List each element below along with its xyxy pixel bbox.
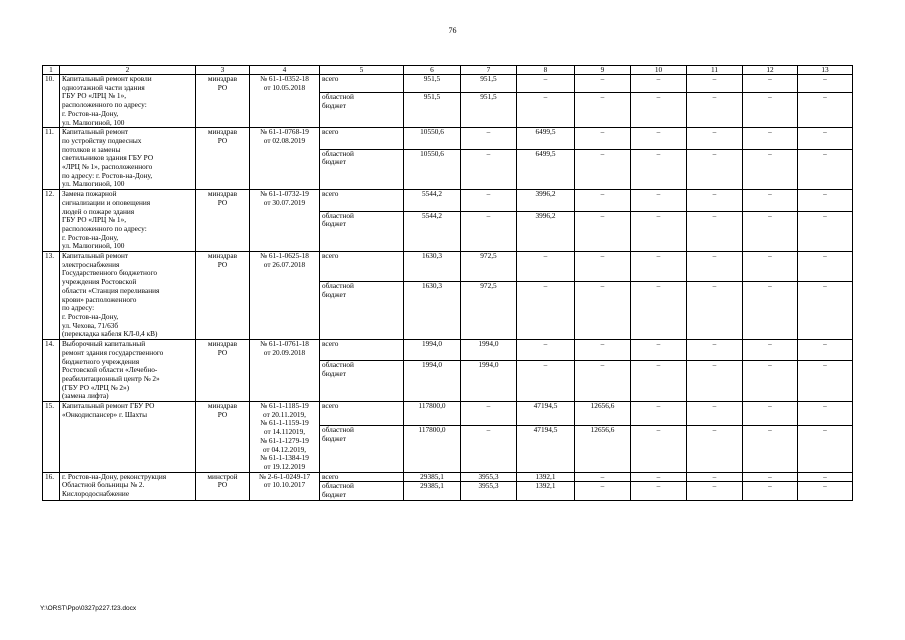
value-cell: 972,5 <box>461 252 517 282</box>
value-cell: – <box>631 426 687 472</box>
funding-source-line: бюджет <box>322 490 346 500</box>
funding-source-cell <box>320 402 404 426</box>
agency-cell <box>196 128 250 190</box>
funding-source-line: бюджет <box>322 101 346 111</box>
value-cell: – <box>631 282 687 340</box>
value-cell: – <box>575 190 631 211</box>
object-name-line: Ростовской области «Лечебно- <box>62 365 158 375</box>
value-cell: – <box>461 128 517 149</box>
value-cell: – <box>575 472 631 482</box>
agency-line: РО <box>217 135 228 145</box>
document-cell <box>250 190 320 252</box>
page-number: 76 <box>448 26 457 35</box>
value-cell: 3996,2 <box>517 211 575 252</box>
agency-line: РО <box>217 480 228 490</box>
value-cell: – <box>687 361 743 402</box>
value-cell: – <box>743 340 798 361</box>
object-name-line: по устройству подвесных <box>62 135 142 145</box>
object-name-line: Государственного бюджетного <box>62 268 158 278</box>
value-cell: – <box>743 190 798 211</box>
value-cell: – <box>798 128 853 149</box>
value-cell: – <box>461 211 517 252</box>
value-cell: – <box>517 75 575 93</box>
funding-source-cell <box>320 426 404 472</box>
value-cell: – <box>743 252 798 282</box>
object-name-cell <box>60 190 196 252</box>
value-cell: – <box>798 340 853 361</box>
object-name-line: ул. Малюгиной, 100 <box>62 241 125 251</box>
agency-line: минздрав <box>207 127 238 137</box>
file-path-footer: Y:\ORST\Ppo\0327p227.f23.docx <box>40 605 137 612</box>
object-name-line: Замена пожарной <box>62 189 117 199</box>
object-name-line: учреждения Ростовской <box>62 277 137 287</box>
value-cell: 1994,0 <box>404 361 461 402</box>
value-cell: – <box>743 472 798 482</box>
value-cell: 951,5 <box>404 93 461 128</box>
value-cell: – <box>743 211 798 252</box>
value-cell: – <box>687 149 743 190</box>
object-name-line: ул. Малюгиной, 100 <box>62 117 125 127</box>
value-cell: 1994,0 <box>461 361 517 402</box>
agency-line: РО <box>217 259 228 269</box>
object-name-line: г. Ростов-на-Дону, <box>62 108 119 118</box>
value-cell: – <box>743 402 798 426</box>
value-cell: 10550,6 <box>404 149 461 190</box>
value-cell: – <box>687 93 743 128</box>
funding-source-cell <box>320 128 404 149</box>
agency-line: минздрав <box>207 189 238 199</box>
document-line: № 61-1-1159-19 <box>260 418 309 428</box>
value-cell: 951,5 <box>404 75 461 93</box>
funding-source-line: бюджет <box>322 219 346 229</box>
value-cell: 3955,3 <box>461 472 517 482</box>
document-line: от 26.07.2018 <box>263 259 306 269</box>
object-name-line: «Онкодиспансер» г. Шахты <box>62 409 148 419</box>
value-cell: 1392,1 <box>517 482 575 500</box>
value-cell: 3955,3 <box>461 482 517 500</box>
agency-cell <box>196 340 250 402</box>
value-cell: – <box>687 402 743 426</box>
value-cell: – <box>798 482 853 500</box>
document-line: № 61-1-0732-19 <box>260 189 309 199</box>
value-cell: – <box>743 75 798 93</box>
value-cell: – <box>461 149 517 190</box>
value-cell: – <box>631 93 687 128</box>
document-line: № 61-1-1185-19 <box>260 401 309 411</box>
table-row <box>43 340 853 361</box>
object-name-line: области «Станция переливания <box>62 285 160 295</box>
column-header: 1 <box>43 66 60 75</box>
funding-source-line: всего <box>322 127 339 137</box>
value-cell: 47194,5 <box>517 402 575 426</box>
value-cell: – <box>798 190 853 211</box>
value-cell: – <box>798 361 853 402</box>
document-cell <box>250 128 320 190</box>
value-cell: – <box>461 426 517 472</box>
value-cell: – <box>687 128 743 149</box>
value-cell: 6499,5 <box>517 128 575 149</box>
document-line: от 10.05.2018 <box>263 82 306 92</box>
table-row <box>43 128 853 149</box>
funding-source-cell <box>320 361 404 402</box>
value-cell: 1630,3 <box>404 282 461 340</box>
row-number: 10. <box>43 75 60 128</box>
value-cell: – <box>575 211 631 252</box>
object-name-line: Капитальный ремонт <box>62 251 129 261</box>
document-cell <box>250 472 320 500</box>
document-line: от 10.10.2017 <box>263 480 306 490</box>
funding-source-line: всего <box>322 401 339 411</box>
value-cell: 10550,6 <box>404 128 461 149</box>
value-cell: – <box>798 75 853 93</box>
value-cell: – <box>517 252 575 282</box>
value-cell: – <box>461 190 517 211</box>
object-name-line: (ГБУ РО «ЛРЦ № 2») <box>62 382 130 392</box>
funding-source-line: областной <box>322 481 354 491</box>
document-line: № 61-1-1384-19 <box>260 453 309 463</box>
object-name-line: Капитальный ремонт ГБУ РО <box>62 401 155 411</box>
value-cell: – <box>798 472 853 482</box>
column-header: 6 <box>404 66 461 75</box>
value-cell: – <box>631 128 687 149</box>
column-header: 13 <box>798 66 853 75</box>
document-line: от 02.08.2019 <box>263 135 306 145</box>
funding-source-cell <box>320 190 404 211</box>
object-name-line: по адресу: г. Ростов-на-Дону, <box>62 170 153 180</box>
document-line: № 61-1-0625-18 <box>260 251 309 261</box>
object-name-line: «ЛРЦ № 1», расположенного <box>62 162 153 172</box>
object-name-line: ремонт здания государственного <box>62 347 164 357</box>
funding-source-line: всего <box>322 189 339 199</box>
value-cell: 1994,0 <box>404 340 461 361</box>
value-cell: 12656,6 <box>575 426 631 472</box>
column-header: 11 <box>687 66 743 75</box>
funding-source-cell <box>320 282 404 340</box>
value-cell: 29385,1 <box>404 482 461 500</box>
value-cell: – <box>687 482 743 500</box>
funding-source-line: областной <box>322 281 354 291</box>
value-cell: – <box>687 472 743 482</box>
agency-cell <box>196 402 250 473</box>
funding-source-cell <box>320 211 404 252</box>
header-row <box>43 66 853 75</box>
object-name-cell <box>60 252 196 340</box>
object-name-cell <box>60 75 196 128</box>
agency-line: минздрав <box>207 74 238 83</box>
table-row <box>43 402 853 426</box>
value-cell: 3996,2 <box>517 190 575 211</box>
object-name-line: ул. Малюгиной, 100 <box>62 179 125 189</box>
agency-line: РО <box>217 197 228 207</box>
funding-source-cell <box>320 252 404 282</box>
value-cell: – <box>687 340 743 361</box>
row-number: 12. <box>43 190 60 252</box>
value-cell: 1392,1 <box>517 472 575 482</box>
document-cell <box>250 340 320 402</box>
table-row <box>43 190 853 211</box>
value-cell: – <box>575 482 631 500</box>
object-name-line: Выборочный капитальный <box>62 339 146 349</box>
object-name-line: Капитальный ремонт кровли <box>62 74 152 83</box>
object-name-line: людей о пожаре здания <box>62 206 135 216</box>
value-cell: 12656,6 <box>575 402 631 426</box>
value-cell: – <box>631 361 687 402</box>
value-cell: – <box>687 190 743 211</box>
value-cell: 1994,0 <box>461 340 517 361</box>
object-name-cell <box>60 128 196 190</box>
funding-source-cell <box>320 75 404 93</box>
column-header: 12 <box>743 66 798 75</box>
value-cell: – <box>575 149 631 190</box>
column-header: 4 <box>250 66 320 75</box>
value-cell: – <box>743 149 798 190</box>
document-line: от 14.112019, <box>263 427 306 437</box>
object-name-line: ГБУ РО «ЛРЦ № 1», <box>62 91 127 101</box>
value-cell: – <box>687 211 743 252</box>
agency-cell <box>196 252 250 340</box>
value-cell: – <box>631 190 687 211</box>
document-line: от 20.11.2019, <box>263 409 306 419</box>
funding-source-line: бюджет <box>322 434 346 444</box>
agency-line: РО <box>217 409 228 419</box>
object-name-line: г. Ростов-на-Дону, реконструкция <box>62 472 167 481</box>
funding-source-line: бюджет <box>322 157 346 167</box>
funding-source-line: бюджет <box>322 290 346 300</box>
object-name-line: крови» расположенного <box>62 294 137 304</box>
value-cell: 951,5 <box>461 75 517 93</box>
table-row <box>43 252 853 282</box>
object-name-line: (замена лифта) <box>62 391 109 401</box>
funding-source-cell <box>320 472 404 482</box>
agency-line: минздрав <box>207 401 238 411</box>
value-cell: – <box>631 252 687 282</box>
funding-source-line: областной <box>322 360 354 370</box>
value-cell: – <box>517 340 575 361</box>
value-cell: – <box>517 282 575 340</box>
value-cell: – <box>517 93 575 128</box>
funding-source-line: всего <box>322 472 339 481</box>
value-cell: – <box>575 93 631 128</box>
document-line: от 30.07.2019 <box>263 197 306 207</box>
object-name-line: светильников здания ГБУ РО <box>62 153 154 163</box>
value-cell: – <box>575 361 631 402</box>
agency-line: РО <box>217 347 228 357</box>
object-name-line: ул. Чехова, 71/63б <box>62 320 119 330</box>
value-cell: – <box>798 93 853 128</box>
value-cell: – <box>461 402 517 426</box>
object-name-line: реабилитационный центр № 2» <box>62 373 160 383</box>
value-cell: – <box>743 361 798 402</box>
value-cell: 6499,5 <box>517 149 575 190</box>
object-name-line: Областной больницы № 2. <box>62 480 145 490</box>
data-table <box>42 65 853 501</box>
row-number: 11. <box>43 128 60 190</box>
document-line: № 61-1-0761-18 <box>260 339 309 349</box>
document-line: № 61-1-1279-19 <box>260 435 309 445</box>
row-number: 14. <box>43 340 60 402</box>
value-cell: – <box>575 252 631 282</box>
document-line: от 20.09.2018 <box>263 347 306 357</box>
value-cell: – <box>687 252 743 282</box>
object-name-line: г. Ростов-на-Дону, <box>62 232 119 242</box>
object-name-line: по адресу: <box>62 303 95 313</box>
value-cell: – <box>743 482 798 500</box>
object-name-line: одноэтажной части здания <box>62 82 145 92</box>
document-line: № 2-6-1-0249-17 <box>258 472 311 481</box>
object-name-line: потолков и замены <box>62 144 121 154</box>
value-cell: – <box>798 402 853 426</box>
column-header: 5 <box>320 66 404 75</box>
table-row <box>43 75 853 93</box>
agency-line: РО <box>217 82 228 92</box>
column-header: 8 <box>517 66 575 75</box>
object-name-line: расположенного по адресу: <box>62 223 147 233</box>
value-cell: – <box>517 361 575 402</box>
value-cell: – <box>631 149 687 190</box>
funding-source-line: всего <box>322 251 339 261</box>
object-name-cell <box>60 340 196 402</box>
object-name-line: (перекладка кабеля КЛ-0,4 кВ) <box>62 329 158 339</box>
object-name-line: ГБУ РО «ЛРЦ № 1», <box>62 215 127 225</box>
funding-source-cell <box>320 482 404 500</box>
value-cell: – <box>743 93 798 128</box>
value-cell: – <box>798 149 853 190</box>
document-cell <box>250 252 320 340</box>
funding-source-line: всего <box>322 74 339 83</box>
row-number: 13. <box>43 252 60 340</box>
value-cell: – <box>575 340 631 361</box>
agency-line: минстрой <box>207 472 238 481</box>
funding-source-line: бюджет <box>322 369 346 379</box>
value-cell: – <box>687 426 743 472</box>
agency-cell <box>196 190 250 252</box>
column-header: 10 <box>631 66 687 75</box>
agency-line: минздрав <box>207 251 238 261</box>
value-cell: – <box>687 282 743 340</box>
funding-source-line: областной <box>322 149 354 158</box>
value-cell: – <box>743 128 798 149</box>
funding-source-line: всего <box>322 339 339 349</box>
value-cell: – <box>631 402 687 426</box>
value-cell: – <box>575 282 631 340</box>
document-cell <box>250 402 320 473</box>
object-name-line: Кислородоснабжение <box>62 489 130 499</box>
value-cell: 972,5 <box>461 282 517 340</box>
object-name-cell <box>60 472 196 500</box>
value-cell: 47194,5 <box>517 426 575 472</box>
agency-line: минздрав <box>207 339 238 349</box>
document-line: от 19.12.2019 <box>263 461 306 471</box>
value-cell: – <box>687 75 743 93</box>
value-cell: – <box>743 282 798 340</box>
value-cell: – <box>631 340 687 361</box>
row-number: 15. <box>43 402 60 473</box>
value-cell: 5544,2 <box>404 190 461 211</box>
column-header: 3 <box>196 66 250 75</box>
value-cell: – <box>631 472 687 482</box>
value-cell: – <box>631 211 687 252</box>
object-name-line: сигнализации и оповещения <box>62 197 151 207</box>
document-line: № 61-1-0768-19 <box>260 127 309 137</box>
table-row <box>43 472 853 482</box>
value-cell: – <box>798 252 853 282</box>
row-number: 16. <box>43 472 60 500</box>
column-header: 7 <box>461 66 517 75</box>
value-cell: – <box>631 75 687 93</box>
agency-cell <box>196 472 250 500</box>
value-cell: 29385,1 <box>404 472 461 482</box>
value-cell: 117800,0 <box>404 426 461 472</box>
value-cell: – <box>743 426 798 472</box>
agency-cell <box>196 75 250 128</box>
object-name-line: Капитальный ремонт <box>62 127 129 137</box>
value-cell: – <box>798 426 853 472</box>
funding-source-cell <box>320 149 404 190</box>
value-cell: 5544,2 <box>404 211 461 252</box>
object-name-line: электроснабжения <box>62 259 120 269</box>
document-line: № 61-1-0352-18 <box>260 74 309 83</box>
column-header: 2 <box>60 66 196 75</box>
funding-source-cell <box>320 340 404 361</box>
value-cell: – <box>798 211 853 252</box>
object-name-line: г. Ростов-на-Дону, <box>62 311 119 321</box>
value-cell: 1630,3 <box>404 252 461 282</box>
funding-source-line: областной <box>322 425 354 435</box>
value-cell: – <box>575 128 631 149</box>
document-line: от 04.12.2019, <box>262 444 307 454</box>
column-header: 9 <box>575 66 631 75</box>
object-name-line: расположенного по адресу: <box>62 100 147 110</box>
value-cell: 117800,0 <box>404 402 461 426</box>
value-cell: – <box>631 482 687 500</box>
value-cell: – <box>575 75 631 93</box>
document-cell <box>250 75 320 128</box>
funding-source-line: областной <box>322 92 354 102</box>
object-name-cell <box>60 402 196 473</box>
funding-source-line: областной <box>322 211 354 220</box>
value-cell: – <box>798 282 853 340</box>
value-cell: 951,5 <box>461 93 517 128</box>
object-name-line: бюджетного учреждения <box>62 356 140 366</box>
funding-source-cell <box>320 93 404 128</box>
